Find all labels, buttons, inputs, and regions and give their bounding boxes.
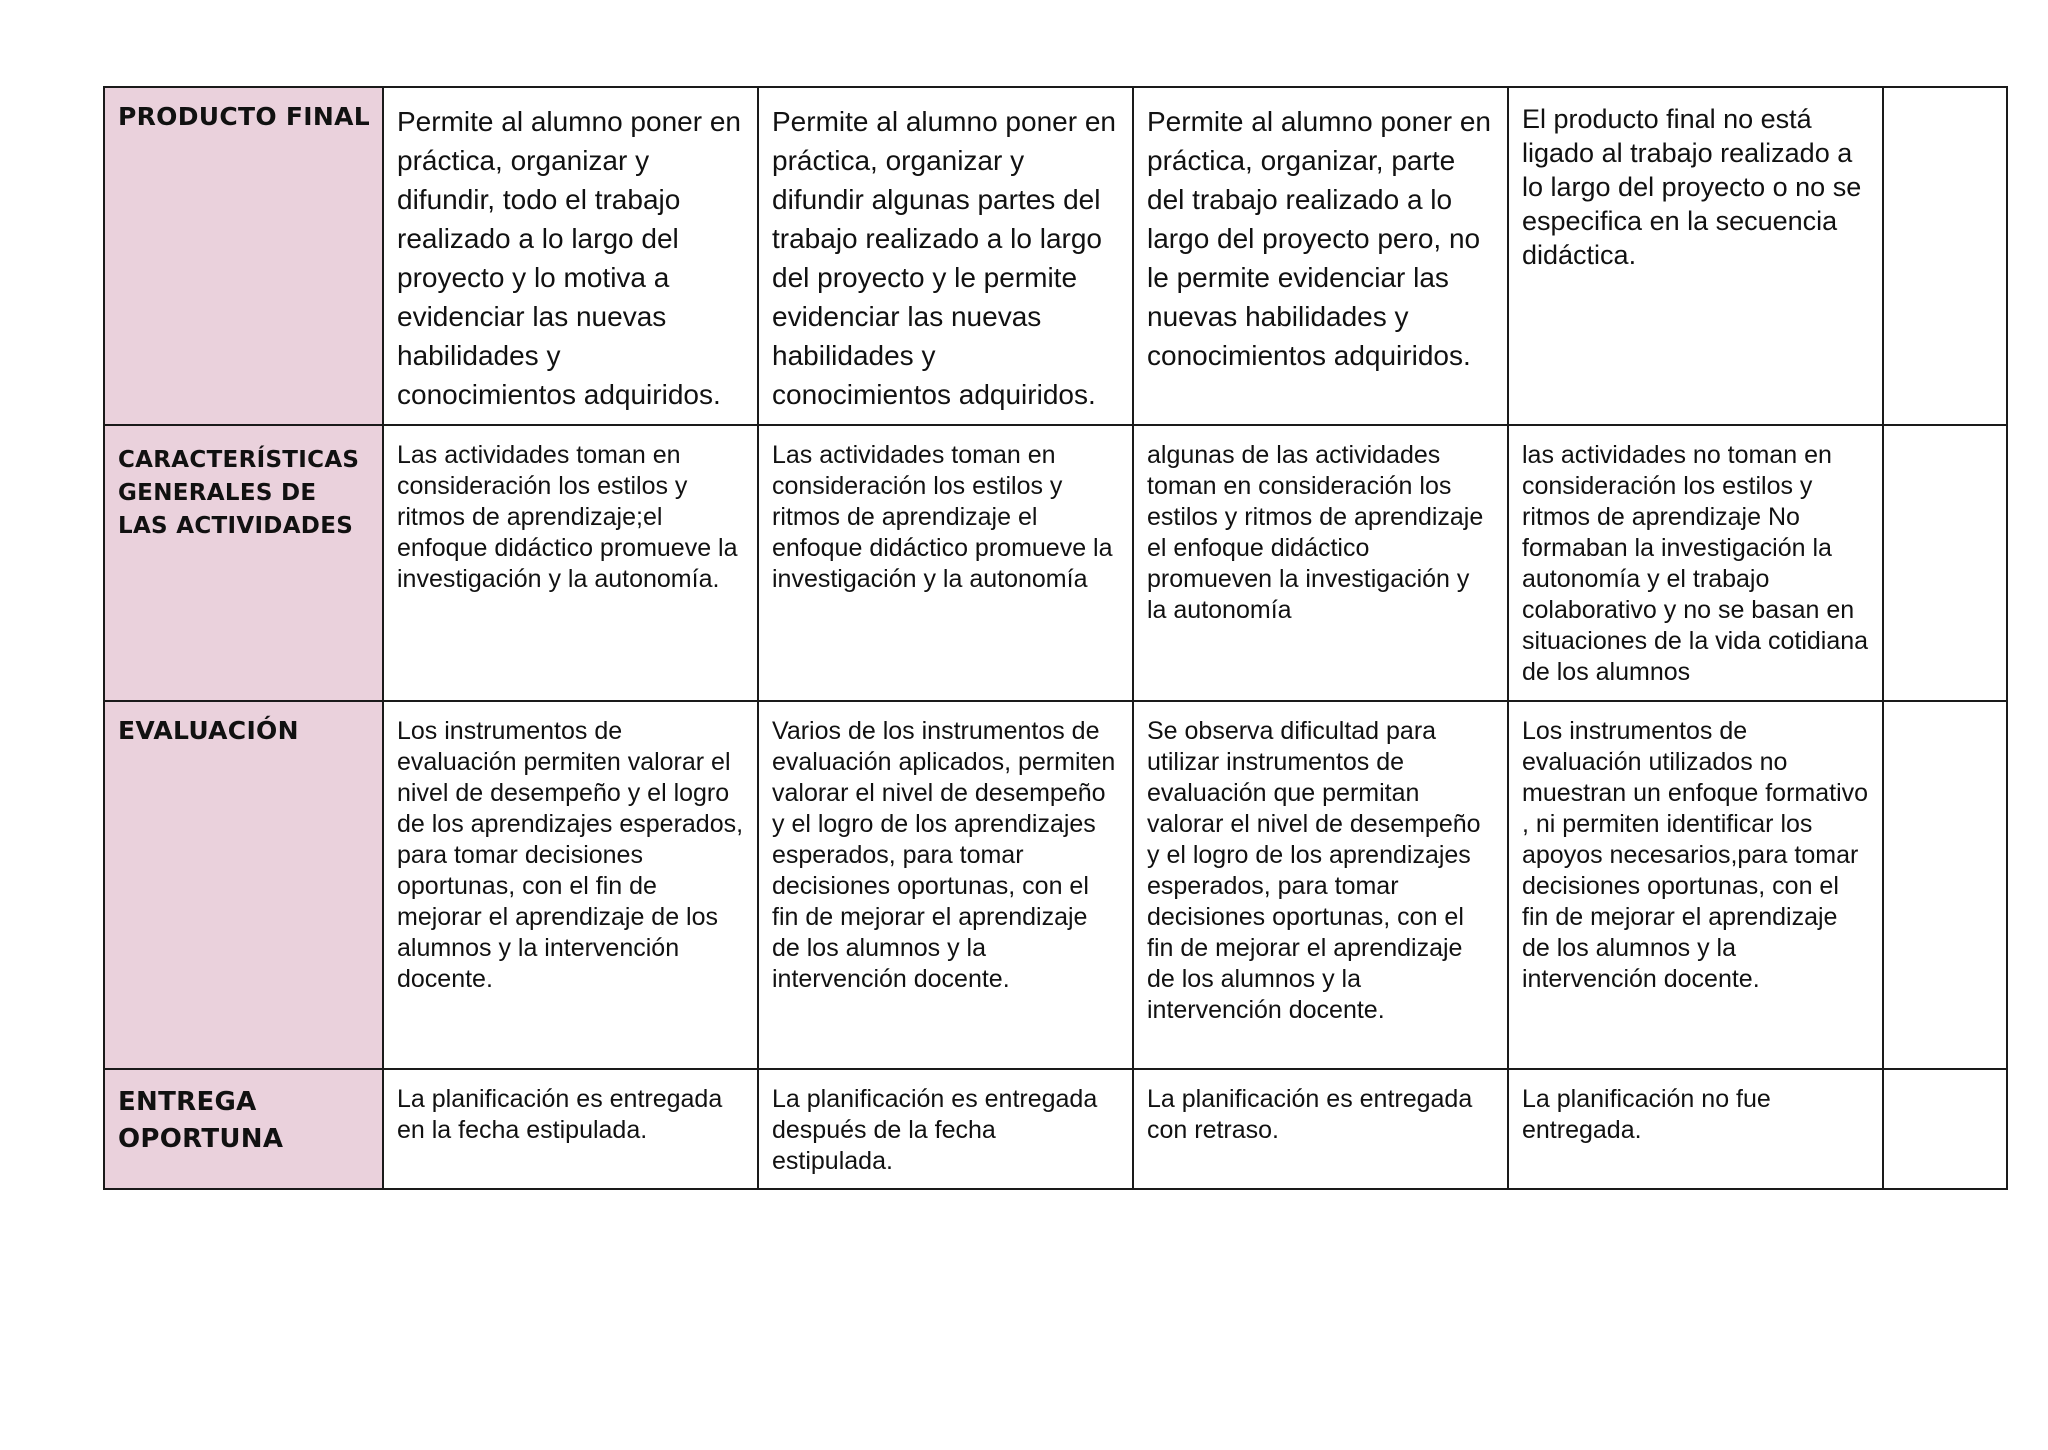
level-cell: Las actividades toman en consideración los estilos y ritmos de aprendizaje el enfoque didáctico promueve la investigación y la autonomía [758,425,1133,701]
level-cell: El producto final no está ligado al trabajo realizado a lo largo del proyecto o no se especifica en la secuencia didáctica. [1508,87,1883,425]
score-cell [1883,425,2007,701]
rubric-table [103,86,2008,1190]
score-cell [1883,1069,2007,1189]
level-cell: algunas de las actividades toman en consideración los estilos y ritmos de aprendizaje el enfoque didáctico promueven la investigación y la autonomía [1133,425,1508,701]
criterion-cell: PRODUCTO FINAL [104,87,383,425]
level-cell: Permite al alumno poner en práctica, organizar y difundir, todo el trabajo realizado a lo largo del proyecto y lo motiva a evidenciar las nuevas habilidades y conocimientos adquiridos. [383,87,758,425]
level-cell: La planificación es entregada después de la fecha estipulada. [758,1069,1133,1189]
level-cell: La planificación es entregada con retraso. [1133,1069,1508,1189]
level-cell: La planificación es entregada en la fecha estipulada. [383,1069,758,1189]
level-cell: Los instrumentos de evaluación permiten valorar el nivel de desempeño y el logro de los aprendizajes esperados, para tomar decisiones oportunas, con el fin de mejorar el aprendizaje de los alumnos y la intervención docente. [383,701,758,1069]
table-row [104,425,2007,701]
table-row [104,701,2007,1069]
criterion-cell: EVALUACIÓN [104,701,383,1069]
level-cell: Permite al alumno poner en práctica, organizar, parte del trabajo realizado a lo largo del proyecto pero, no le permite evidenciar las nuevas habilidades y conocimientos adquiridos. [1133,87,1508,425]
score-cell [1883,701,2007,1069]
level-cell: Varios de los instrumentos de evaluación aplicados, permiten valorar el nivel de desempeño y el logro de los aprendizajes esperados, para tomar decisiones oportunas, con el fin de mejorar el aprendizaje de los alumnos y la intervención docente. [758,701,1133,1069]
table-row [104,1069,2007,1189]
level-cell: Los instrumentos de evaluación utilizados no muestran un enfoque formativo , ni permiten identificar los apoyos necesarios,para tomar decisiones oportunas, con el fin de mejorar el aprendizaje de los alumnos y la intervención docente. [1508,701,1883,1069]
level-cell: Las actividades toman en consideración los estilos y ritmos de aprendizaje;el enfoque didáctico promueve la investigación y la autonomía. [383,425,758,701]
criterion-cell: CARACTERÍSTICAS GENERALES DE LAS ACTIVIDADES [104,425,383,701]
level-cell: las actividades no toman en consideración los estilos y ritmos de aprendizaje No formaban la investigación la autonomía y el trabajo colaborativo y no se basan en situaciones de la vida cotidiana de los alumnos [1508,425,1883,701]
level-cell: Se observa dificultad para utilizar instrumentos de evaluación que permitan valorar el nivel de desempeño y el logro de los aprendizajes esperados, para tomar decisiones oportunas, con el fin de mejorar el aprendizaje de los alumnos y la intervención docente. [1133,701,1508,1069]
level-cell: Permite al alumno poner en práctica, organizar y difundir algunas partes del trabajo realizado a lo largo del proyecto y le permite evidenciar las nuevas habilidades y conocimientos adquiridos. [758,87,1133,425]
score-cell [1883,87,2007,425]
criterion-cell: ENTREGA OPORTUNA [104,1069,383,1189]
table-row [104,87,2007,425]
level-cell: La planificación no fue entregada. [1508,1069,1883,1189]
